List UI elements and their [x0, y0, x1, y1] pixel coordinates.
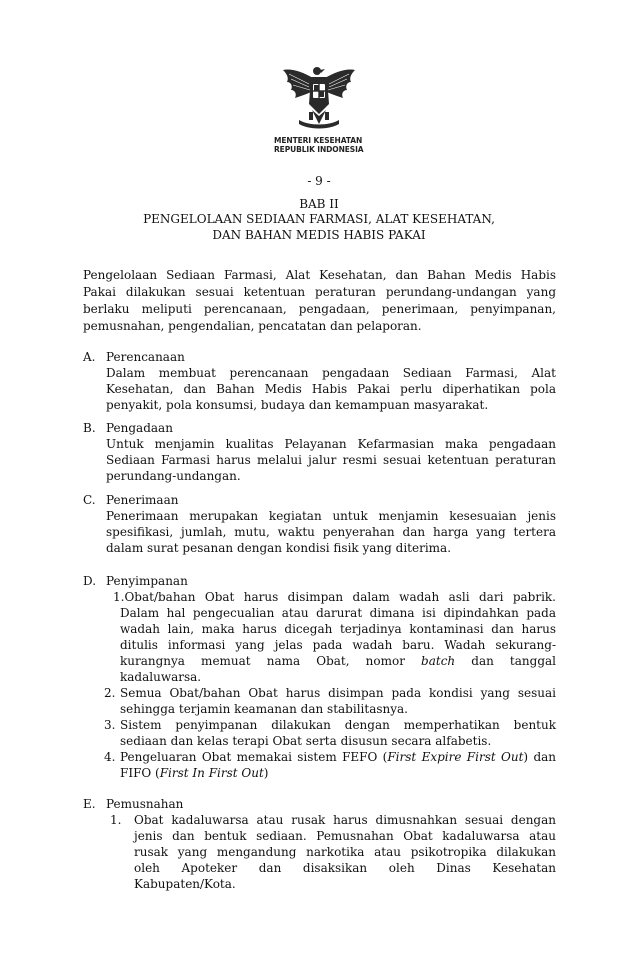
text-span: ): [263, 766, 269, 780]
chapter-title-line-1: PENGELOLAAN SEDIAAN FARMASI, ALAT KESEHATAN,: [143, 212, 495, 226]
ministry-country: REPUBLIK INDONESIA: [274, 145, 364, 154]
section-line: spesifikasi, jumlah, mutu, waktu penyerahan dan harga yang tertera: [106, 525, 556, 539]
list-number: 1.: [110, 813, 122, 827]
list-item-line: jenis dan bentuk sediaan. Pemusnahan Obat kadaluwarsa atau: [134, 829, 556, 843]
section-line: dalam surat pesanan dengan kondisi fisik yang diterima.: [106, 541, 452, 555]
list-number: 3.: [104, 718, 116, 732]
list-number: 4.: [104, 750, 116, 764]
italic-term: First Expire First Out: [387, 750, 524, 764]
list-item-line: ditulis informasi yang jelas pada wadah baru. Wadah sekurang-: [120, 638, 556, 652]
list-item-line: 1.Obat/bahan Obat harus disimpan dalam wadah asli dari pabrik.: [113, 590, 556, 604]
section-title-pengadaan: Pengadaan: [106, 421, 173, 435]
list-item-line: Semua Obat/bahan Obat harus disimpan pada kondisi yang sesuai: [120, 686, 556, 700]
text-span: kurangnya memuat nama Obat, nomor: [120, 654, 405, 668]
intro-line: Pakai dilakukan sesuai ketentuan peraturan perundang-undangan yang: [83, 285, 556, 299]
text-span: dan tanggal: [471, 654, 556, 668]
section-title-pemusnahan: Pemusnahan: [106, 797, 184, 811]
section-letter: B.: [83, 421, 96, 435]
list-item-line: [120, 765, 268, 781]
list-item-line: kadaluwarsa.: [120, 670, 202, 684]
list-item-line: oleh Apoteker dan disaksikan oleh Dinas Kesehatan: [134, 861, 556, 875]
section-line: Untuk menjamin kualitas Pelayanan Kefarmasian maka pengadaan: [106, 437, 556, 451]
section-title-penerimaan: Penerimaan: [106, 493, 179, 507]
list-item-line: [120, 749, 556, 765]
list-item-line: Sistem penyimpanan dilakukan dengan memperhatikan bentuk: [120, 718, 556, 732]
text-span: Pengeluaran Obat memakai sistem FEFO (: [120, 750, 388, 764]
list-item-line: rusak yang mengandung narkotika atau psikotropika dilakukan: [134, 845, 556, 859]
italic-term: batch: [421, 654, 456, 668]
garuda-emblem-icon: [279, 64, 359, 130]
list-item-line: sehingga terjamin keamanan dan stabilitasnya.: [120, 702, 408, 716]
intro-line: pemusnahan, pengendalian, pencatatan dan pelaporan.: [83, 319, 422, 333]
section-letter: C.: [83, 493, 96, 507]
section-letter: E.: [83, 797, 96, 811]
section-letter: A.: [83, 350, 96, 364]
list-item-line: Obat kadaluwarsa atau rusak harus dimusnahkan sesuai dengan: [134, 813, 556, 827]
chapter-number: BAB II: [299, 197, 339, 211]
section-letter: D.: [83, 574, 97, 588]
section-line: perundang-undangan.: [106, 469, 241, 483]
section-title-perencanaan: Perencanaan: [106, 350, 185, 364]
ministry-letterhead: [274, 136, 374, 154]
list-number: 2.: [104, 686, 116, 700]
list-item-line: Dalam hal pengecualian atau darurat dimana isi dipindahkan pada: [120, 606, 556, 620]
list-item-line: sediaan dan kelas terapi Obat serta disusun secara alfabetis.: [120, 734, 492, 748]
chapter-title-line-2: DAN BAHAN MEDIS HABIS PAKAI: [212, 228, 426, 242]
text-span: ) dan: [523, 750, 557, 764]
italic-term: First In First Out: [159, 766, 264, 780]
ministry-title: MENTERI KESEHATAN: [274, 136, 363, 145]
list-item-line: wadah lain, maka harus dicegah terjadinya kontaminasi dan harus: [120, 622, 556, 636]
intro-line: berlaku meliputi perencanaan, pengadaan, penerimaan, penyimpanan,: [83, 302, 556, 316]
section-line: Dalam membuat perencanaan pengadaan Sediaan Farmasi, Alat: [106, 366, 556, 380]
page-number: - 9 -: [307, 174, 331, 188]
section-title-penyimpanan: Penyimpanan: [106, 574, 188, 588]
intro-line: Pengelolaan Sediaan Farmasi, Alat Kesehatan, dan Bahan Medis Habis: [83, 268, 556, 282]
section-line: Sediaan Farmasi harus melalui jalur resmi sesuai ketentuan peraturan: [106, 453, 556, 467]
list-item-line: [120, 653, 556, 669]
section-line: Penerimaan merupakan kegiatan untuk menjamin kesesuaian jenis: [106, 509, 556, 523]
list-item-line: Kabupaten/Kota.: [134, 877, 236, 891]
text-span: FIFO (: [120, 766, 160, 780]
section-line: Kesehatan, dan Bahan Medis Habis Pakai perlu diperhatikan pola: [106, 382, 556, 396]
section-line: penyakit, pola konsumsi, budaya dan kemampuan masyarakat.: [106, 398, 489, 412]
